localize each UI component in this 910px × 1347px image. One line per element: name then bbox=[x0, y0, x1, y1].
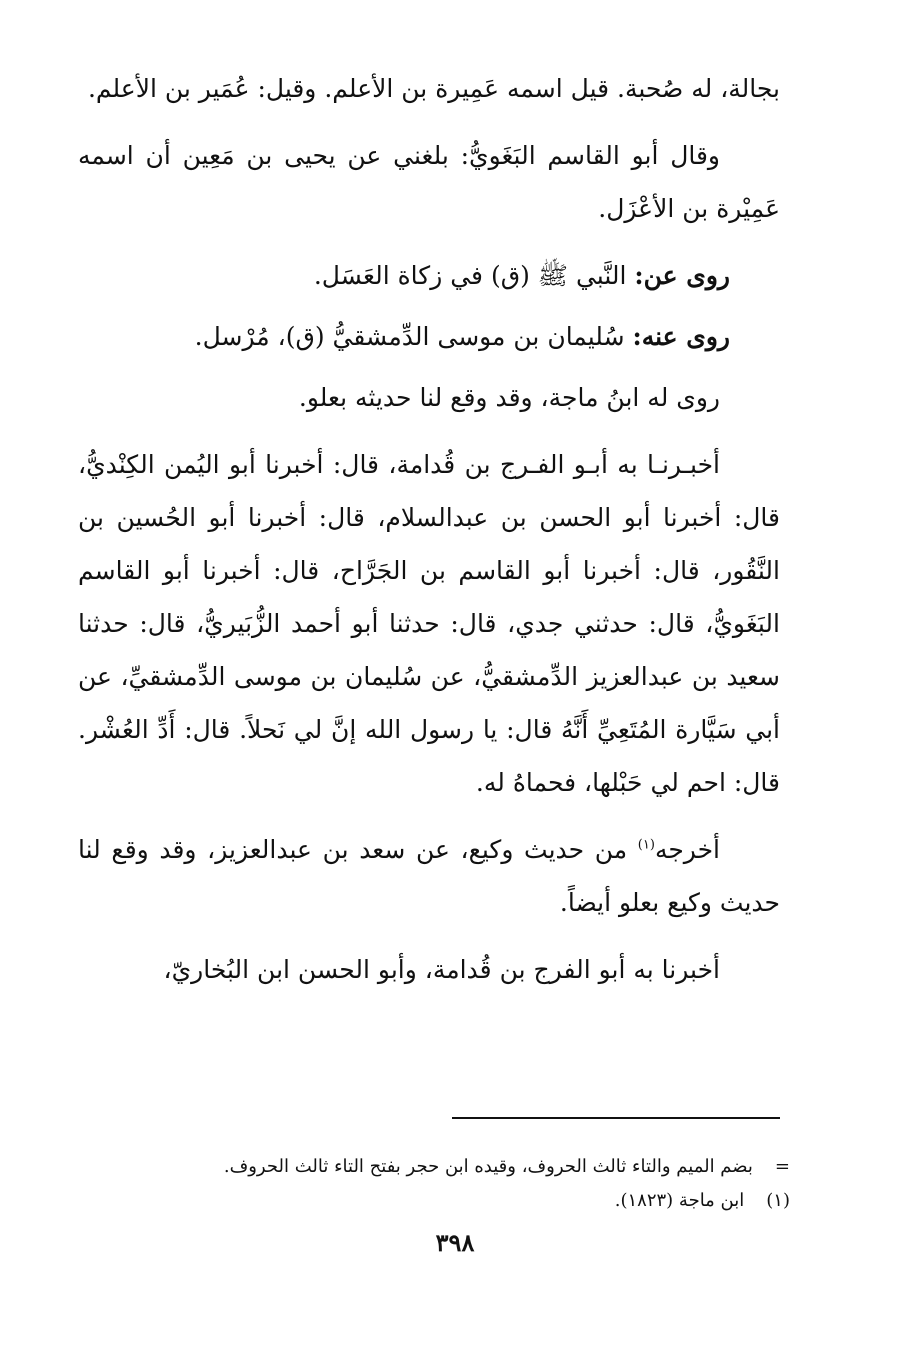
footnote-continuation-text: بضم الميم والتاء ثالث الحروف، وقيده ابن حجر بفتح التاء ثالث الحروف. bbox=[223, 1156, 753, 1177]
main-text bbox=[78, 62, 780, 1010]
paragraph-4-text: أخبـرنـا به أبـو الفـرج بن قُدامة، قال: أخبرنا أبو اليُمن الكِنْديُّ، قال: أخبرنا أبو الحسن بن عبدالسلام، قال: أخبرنا أبو الحُسين بن النَّقُور، قال: أخبرنا أبو القاسم بن الجَرَّاح، قال: أخبرنا أبو القاسم البَغَويُّ، قال: حدثني جدي، قال: حدثنا أبو أحمد الزُّبَيريُّ، قال: حدثنا سعيد بن عبدالعزيز الدِّمشقيُّ، عن سُليمان بن موسى الدِّمشقيِّ، عن أبي سَيَّارة المُتَعِيِّ أَنَّهُ قال: يا رسول الله إنَّ لي نَحلاً. قال: أَدِّ العُشْر. قال: احم لي حَبْلها، فحماهُ له. bbox=[78, 450, 780, 797]
rawa-an-text: النَّبي ﷺ (ق) في زكاة العَسَل. bbox=[313, 261, 627, 290]
paragraph-2 bbox=[78, 129, 780, 235]
footnote-divider bbox=[452, 1117, 780, 1119]
paragraph-1-text: بجالة، له صُحبة. قيل اسمه عَمِيرة بن الأعلم. وقيل: عُمَير بن الأعلم. bbox=[87, 74, 780, 103]
paragraph-5-start: أخرجه bbox=[654, 835, 720, 864]
rawa-anhu-line bbox=[78, 310, 730, 363]
paragraph-6-text: أخبرنا به أبو الفرج بن قُدامة، وأبو الحسن ابن البُخاريّ، bbox=[163, 955, 720, 984]
footnotes bbox=[120, 1150, 790, 1218]
rawa-anhu-text: سُليمان بن موسى الدِّمشقيُّ (ق)، مُرْسل. bbox=[194, 322, 625, 351]
page-number: ٣٩٨ bbox=[435, 1228, 475, 1257]
paragraph-6 bbox=[78, 943, 780, 996]
paragraph-3 bbox=[78, 371, 780, 424]
paragraph-2-text: وقال أبو القاسم البَغَويُّ: بلغني عن يحيى بن مَعِين أن اسمه عَمِيْرة بن الأعْزَل. bbox=[78, 141, 780, 223]
footnote-continuation-marker: = bbox=[774, 1156, 790, 1177]
footnote-continuation bbox=[120, 1150, 790, 1184]
rawa-an-line bbox=[78, 249, 730, 302]
paragraph-3-text: روى له ابنُ ماجة، وقد وقع لنا حديثه بعلو. bbox=[298, 383, 720, 412]
footnote-1 bbox=[120, 1184, 790, 1218]
rawa-an-label: روى عن: bbox=[634, 261, 730, 290]
paragraph-4 bbox=[78, 438, 780, 809]
footnote-1-marker: (١) bbox=[766, 1190, 790, 1211]
paragraph-5 bbox=[78, 823, 780, 929]
footnote-1-text: ابن ماجة (١٨٢٣). bbox=[614, 1190, 745, 1211]
paragraph-5-rest: من حديث وكيع، عن سعد بن عبدالعزيز، وقد وقع لنا حديث وكيع بعلو أيضاً. bbox=[78, 835, 780, 917]
paragraph-1 bbox=[78, 62, 780, 115]
footnote-ref-1[interactable]: (١) bbox=[637, 837, 655, 853]
rawa-anhu-label: روى عنه: bbox=[632, 322, 730, 351]
